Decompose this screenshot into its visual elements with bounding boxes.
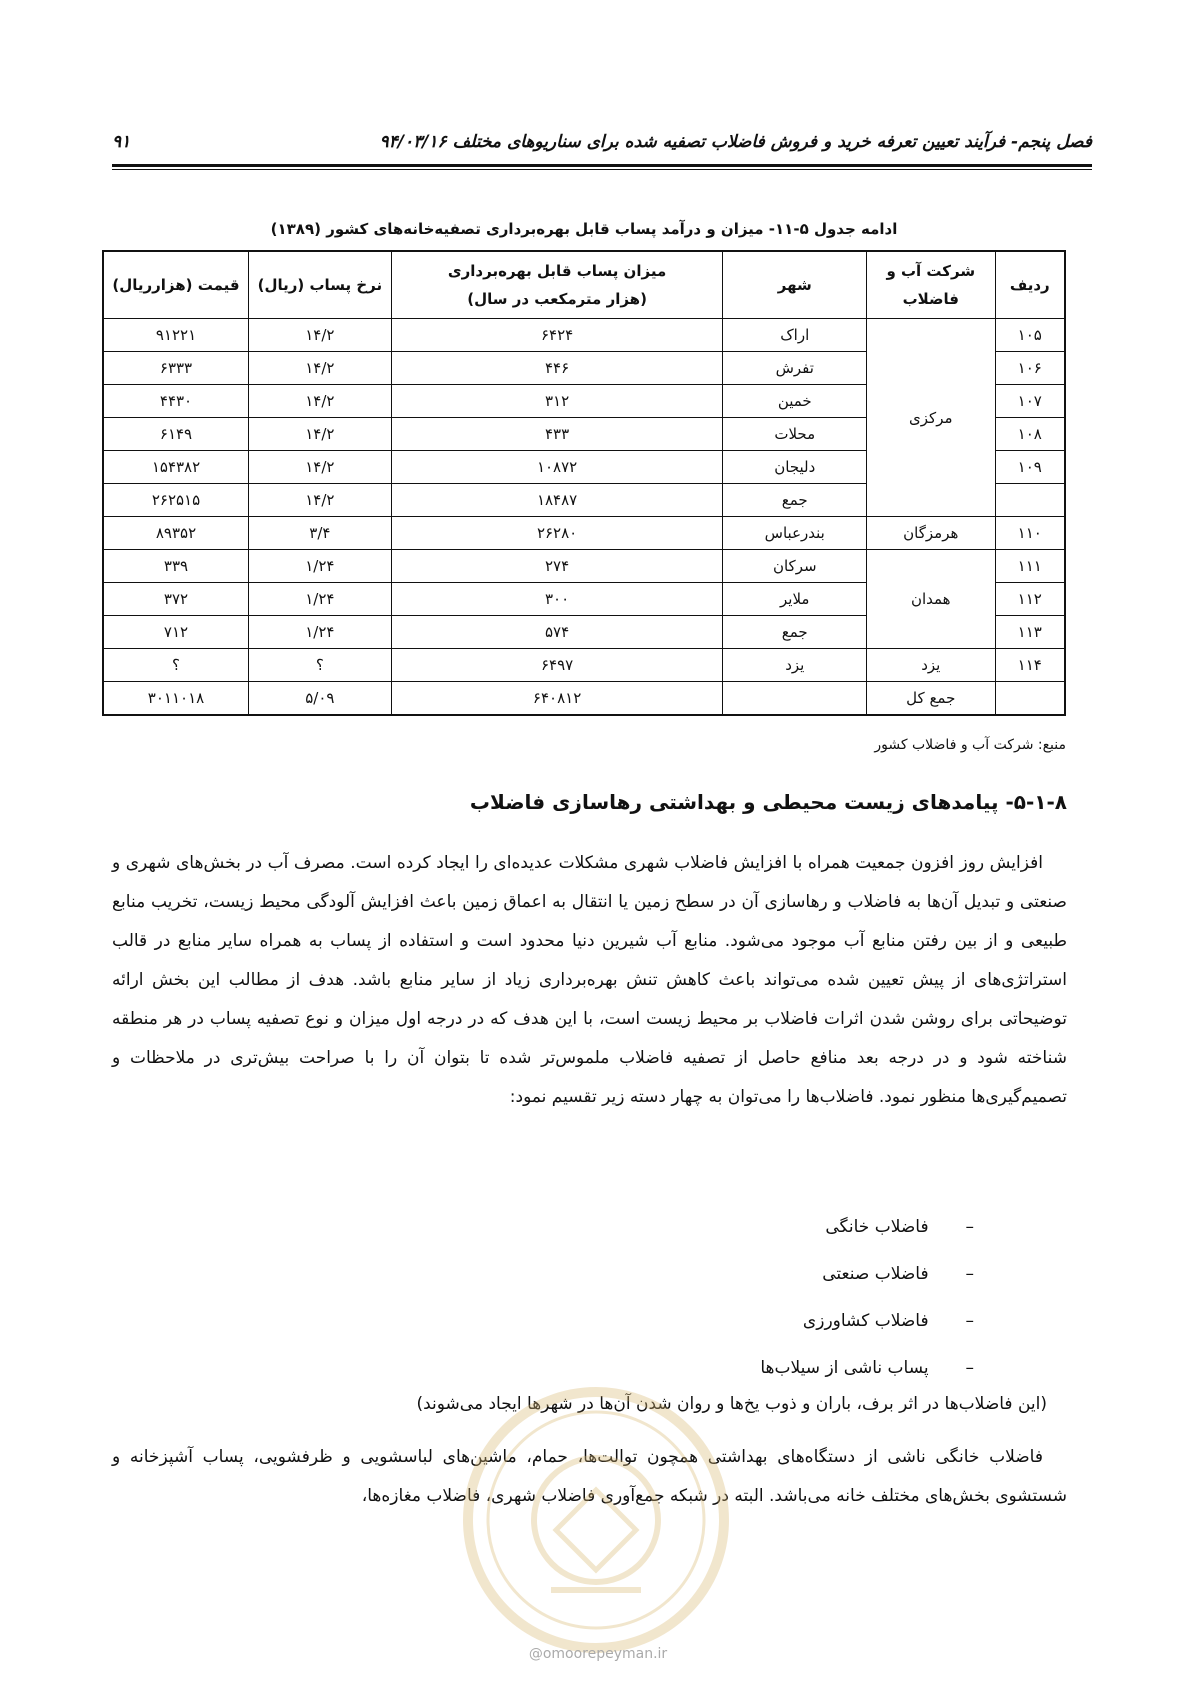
wastewater-types-list bbox=[112, 1204, 974, 1392]
cell-price: ؟ bbox=[103, 649, 249, 682]
header-volume: میزان پساب قابل بهره‌برداری (هزار مترمکعب در سال) bbox=[391, 251, 723, 319]
list-item: – پساب ناشی از سیلاب‌ها bbox=[112, 1345, 974, 1392]
cell-city: تفرش bbox=[723, 352, 867, 385]
cell-city: جمع bbox=[723, 484, 867, 517]
bullet-dash: – bbox=[965, 1358, 974, 1378]
cell-row: ۱۱۴ bbox=[995, 649, 1065, 682]
cell-rate: ۱/۲۴ bbox=[249, 550, 392, 583]
cell-city: بندرعباس bbox=[723, 517, 867, 550]
table-row bbox=[103, 550, 1065, 583]
paragraph-household: فاضلاب خانگی ناشی از دستگاه‌های بهداشتی همچون توالت‌ها، حمام، ماشین‌های لباسشویی و ظرفشویی، پساب آشپزخانه و شستشوی بخش‌های مختلف خانه می‌باشد. البته در شبکه جمع‌آوری فاضلاب شهری، فاضلاب مغازه‌ها، bbox=[112, 1447, 1067, 1506]
table-source: منبع: شرکت آب و فاضلاب کشور bbox=[874, 737, 1066, 753]
cell-rate: ۵/۰۹ bbox=[249, 682, 392, 716]
page-number: ۹۱ bbox=[112, 132, 131, 152]
cell-row: ۱۰۶ bbox=[995, 352, 1065, 385]
cell-volume: ۶۴۹۷ bbox=[391, 649, 723, 682]
cell-row: ۱۱۰ bbox=[995, 517, 1065, 550]
cell-price: ۶۳۳۳ bbox=[103, 352, 249, 385]
cell-price: ۴۴۳۰ bbox=[103, 385, 249, 418]
cell-city: دلیجان bbox=[723, 451, 867, 484]
cell-volume: ۱۸۴۸۷ bbox=[391, 484, 723, 517]
cell-company-yazd: یزد bbox=[867, 649, 995, 682]
header-price: قیمت (هزارریال) bbox=[103, 251, 249, 319]
cell-price: ۳۷۲ bbox=[103, 583, 249, 616]
cell-city: خمین bbox=[723, 385, 867, 418]
cell-grand-total-label: جمع کل bbox=[867, 682, 995, 716]
list-note: (این فاضلاب‌ها در اثر برف، باران و ذوب یخ‌ها و روان شدن آن‌ها در شهرها ایجاد می‌شوند) bbox=[416, 1394, 1047, 1414]
paragraph-intro: افزایش روز افزون جمعیت همراه با افزایش فاضلاب شهری مشکلات عدیده‌ای را ایجاد کرده است. مصرف آب در بخش‌های شهری و صنعتی و تبدیل آن‌ها به فاضلاب و رهاسازی آن در سطح زمین یا انتقال به اعماق زمین باعث افزایش آلودگی محیط زیست، تخریب منابع طبیعی و از بین رفتن منابع آب موجود می‌شود. منابع آب شیرین دنیا محدود است و استفاده از پساب به همراه سایر منابع در قالب استراتژی‌های از پیش تعیین شده می‌تواند باعث کاهش تنش بهره‌برداری زیاد از سایر منابع باشد. هدف از مطالب این بخش ارائه توضیحاتی برای روشن شدن اثرات فاضلاب بر محیط زیست است، با این هدف که در درجه اول میزان و نوع تصفیه پساب در هر منطقه شناخته شود و در درجه بعد منافع حاصل از تصفیه فاضلاب ملموس‌تر شده تا بتوان آن را با صراحت بیش‌تری در ملاحظات و تصمیم‌گیری‌ها منظور نمود. فاضلاب‌ها را می‌توان به چهار دسته زیر تقسیم نمود: bbox=[112, 853, 1067, 1107]
cell-rate: ۳/۴ bbox=[249, 517, 392, 550]
cell-row: ۱۱۱ bbox=[995, 550, 1065, 583]
header-rate: نرخ پساب (ریال) bbox=[249, 251, 392, 319]
cell-volume: ۲۷۴ bbox=[391, 550, 723, 583]
cell-price: ۳۰۱۱۰۱۸ bbox=[103, 682, 249, 716]
page-header bbox=[112, 126, 1092, 156]
cell-volume: ۳۰۰ bbox=[391, 583, 723, 616]
cell-price: ۱۵۴۳۸۲ bbox=[103, 451, 249, 484]
cell-volume: ۶۴۰۸۱۲ bbox=[391, 682, 723, 716]
bullet-dash: – bbox=[965, 1264, 974, 1284]
cell-city: اراک bbox=[723, 319, 867, 352]
cell-volume: ۱۰۸۷۲ bbox=[391, 451, 723, 484]
cell-volume: ۴۴۶ bbox=[391, 352, 723, 385]
cell-rate: ۱۴/۲ bbox=[249, 319, 392, 352]
cell-price: ۲۶۲۵۱۵ bbox=[103, 484, 249, 517]
table-row bbox=[103, 517, 1065, 550]
cell-row: ۱۰۸ bbox=[995, 418, 1065, 451]
cell-rate: ۱۴/۲ bbox=[249, 451, 392, 484]
cell-row: ۱۰۹ bbox=[995, 451, 1065, 484]
cell-rate: ۱/۲۴ bbox=[249, 583, 392, 616]
cell-price: ۶۱۴۹ bbox=[103, 418, 249, 451]
cell-row: ۱۱۲ bbox=[995, 583, 1065, 616]
cell-city bbox=[723, 682, 867, 716]
cell-rate: ۱۴/۲ bbox=[249, 418, 392, 451]
cell-volume: ۵۷۴ bbox=[391, 616, 723, 649]
cell-city: ملایر bbox=[723, 583, 867, 616]
cell-city: محلات bbox=[723, 418, 867, 451]
cell-volume: ۲۶۲۸۰ bbox=[391, 517, 723, 550]
header-row-number: ردیف bbox=[995, 251, 1065, 319]
cell-row: ۱۰۵ bbox=[995, 319, 1065, 352]
table-total-row bbox=[103, 682, 1065, 716]
bullet-dash: – bbox=[965, 1311, 974, 1331]
cell-rate: ۱۴/۲ bbox=[249, 352, 392, 385]
list-item: – فاضلاب خانگی bbox=[112, 1204, 974, 1251]
cell-volume: ۶۴۲۴ bbox=[391, 319, 723, 352]
table-header-row bbox=[103, 251, 1065, 319]
wastewater-table bbox=[102, 250, 1066, 716]
cell-row bbox=[995, 682, 1065, 716]
site-watermark: @omoorepeyman.ir bbox=[528, 1646, 668, 1662]
cell-volume: ۳۱۲ bbox=[391, 385, 723, 418]
section-heading: ۵-۱-۸- پیامدهای زیست محیطی و بهداشتی رهاسازی فاضلاب bbox=[469, 790, 1067, 814]
cell-city: سرکان bbox=[723, 550, 867, 583]
cell-rate: ۱۴/۲ bbox=[249, 484, 392, 517]
cell-company-hamedan: همدان bbox=[867, 550, 995, 649]
cell-company-markazi: مرکزی bbox=[867, 319, 995, 517]
cell-city: یزد bbox=[723, 649, 867, 682]
publisher-seal-watermark bbox=[456, 1380, 736, 1660]
cell-price: ۷۱۲ bbox=[103, 616, 249, 649]
header-company: شرکت آب و فاضلاب bbox=[867, 251, 995, 319]
bullet-dash: – bbox=[965, 1217, 974, 1237]
header-rule-thin bbox=[112, 169, 1092, 170]
cell-rate: ؟ bbox=[249, 649, 392, 682]
list-item: – فاضلاب صنعتی bbox=[112, 1251, 974, 1298]
cell-row bbox=[995, 484, 1065, 517]
cell-row: ۱۱۳ bbox=[995, 616, 1065, 649]
cell-volume: ۴۳۳ bbox=[391, 418, 723, 451]
chapter-title: فصل پنجم- فرآیند تعیین تعرفه خرید و فروش فاضلاب تصفیه شده برای سناریوهای مختلف ۹۴/۰۳/۱۶ bbox=[379, 132, 1092, 152]
cell-company-hormozgan: هرمزگان bbox=[867, 517, 995, 550]
cell-price: ۸۹۳۵۲ bbox=[103, 517, 249, 550]
list-item: – فاضلاب کشاورزی bbox=[112, 1298, 974, 1345]
cell-price: ۳۳۹ bbox=[103, 550, 249, 583]
cell-row: ۱۰۷ bbox=[995, 385, 1065, 418]
header-city: شهر bbox=[723, 251, 867, 319]
cell-price: ۹۱۲۲۱ bbox=[103, 319, 249, 352]
header-rule-thick bbox=[112, 164, 1092, 167]
table-row bbox=[103, 319, 1065, 352]
table-caption: ادامه جدول ۵-۱۱- میزان و درآمد پساب قابل بهره‌برداری تصفیه‌خانه‌های کشور (۱۳۸۹) bbox=[270, 220, 898, 238]
cell-city: جمع bbox=[723, 616, 867, 649]
table-row bbox=[103, 649, 1065, 682]
cell-rate: ۱۴/۲ bbox=[249, 385, 392, 418]
cell-rate: ۱/۲۴ bbox=[249, 616, 392, 649]
